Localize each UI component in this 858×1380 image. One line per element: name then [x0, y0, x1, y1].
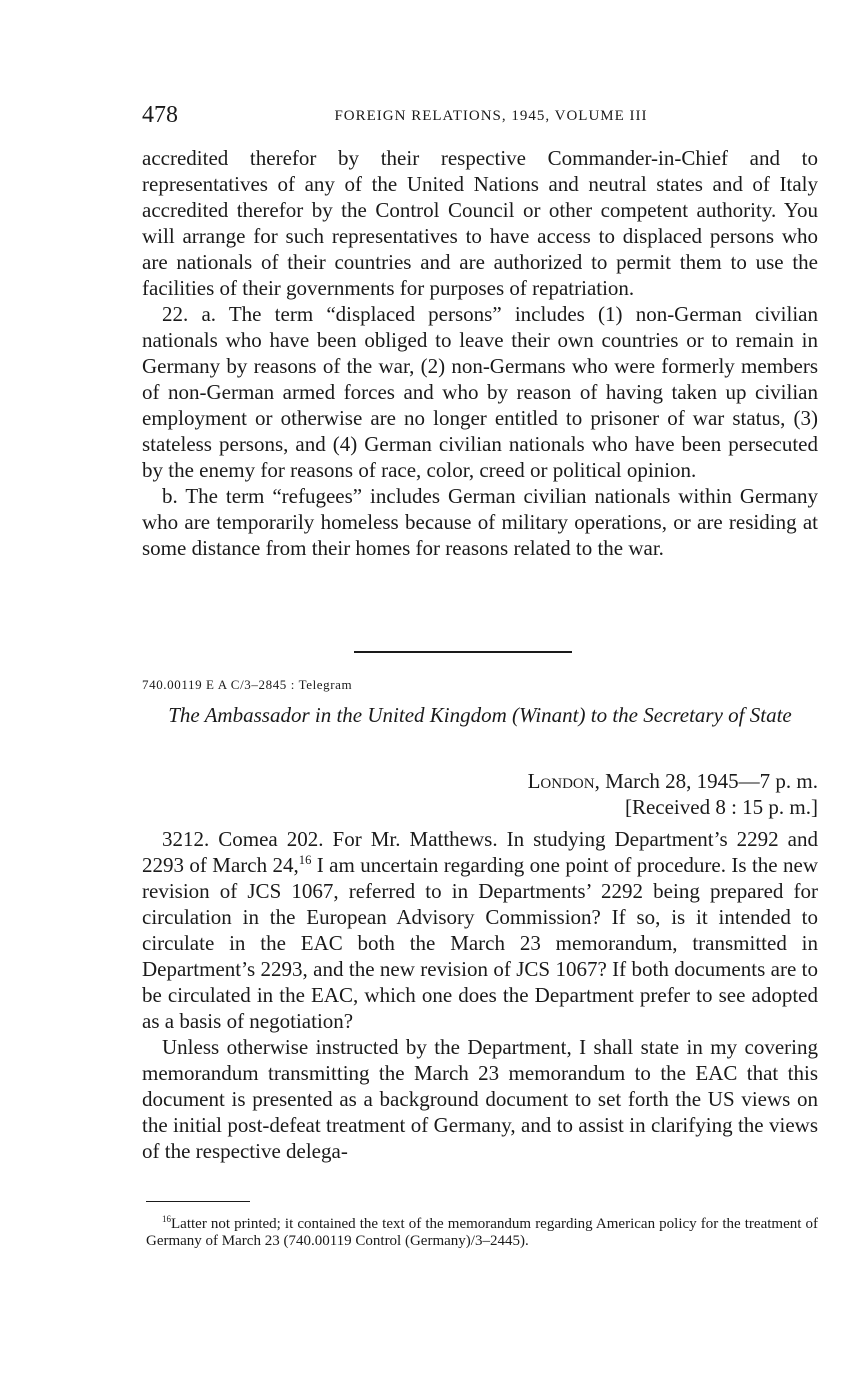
paragraph-telegram-1 — [142, 826, 818, 1034]
running-head: FOREIGN RELATIONS, 1945, VOLUME III — [334, 108, 648, 124]
paragraph-displaced-persons: 22. a. The term “displaced persons” includes (1) non-German civilian nationals who have been obliged to leave their own countries or to remain in Germany by reasons of the war, (2) non-Germans who were formerly members of non-German armed forces and who by reason of having taken up civilian employment or otherwise are no longer entitled to prisoner of war status, (3) stateless persons, and (4) German civilian nationals who have been persecuted by the enemy for reasons of race, color, creed or political opinion. — [142, 302, 818, 482]
footnote-text: Latter not printed; it contained the text of the memorandum regarding American policy for the treatment of Germany of March 23 (740.00119 Control (Germany)/3–2445). — [146, 1216, 818, 1249]
body-text-top — [142, 145, 818, 561]
paragraph-refugees: b. The term “refugees” includes German civilian nationals within Germany who are temporarily homeless because of military operations, or are residing at some distance from their homes for reasons related to the war. — [142, 484, 818, 560]
paragraph-telegram-2: Unless otherwise instructed by the Department, I shall state in my covering memorandum transmitting the March 23 memorandum to the EAC that this document is presented as a background document to set forth the US views on the initial post-defeat treatment of Germany, and to assist in clarifying the views of the respective delega- — [142, 1035, 818, 1163]
document-title: The Ambassador in the United Kingdom (Winant) to the Secretary of State — [168, 703, 792, 727]
footnote-ref[interactable]: 16 — [298, 853, 312, 867]
paragraph-continuation: accredited therefor by their respective Commander-in-Chief and to representatives of any of the United Nations and neutral states and of Italy accredited therefor by the Control Council or other competent authority. You will arrange for such representatives to have access to displaced persons who are nationals of their countries and are authorized to permit them to use the facilities of their governments for purposes of repatriation. — [142, 146, 818, 300]
dateline — [528, 768, 818, 820]
footnote-marker: 16 — [162, 1214, 171, 1224]
paragraph-text: 3212. Comea 202. For Mr. Matthews. In studying Department’s 2292 and 2293 of March 24, — [142, 827, 818, 877]
body-text-telegram — [142, 826, 818, 1164]
footnote — [146, 1216, 818, 1250]
footnote-divider — [146, 1201, 250, 1202]
place: London — [527, 769, 595, 793]
paragraph-text: I am uncertain regarding one point of procedure. Is the new revision of JCS 1067, referred to in Departments’ 2292 being prepared for circulation in the European Advisory Commission? If so, is it intended to circulate in the EAC both the March 23 memorandum, transmitted in Department’s 2293, and the new revision of JCS 1067? If both documents are to be circulated in the EAC, which one does the Department prefer to see adopted as a basis of negotiation? — [142, 853, 818, 1033]
received-time: [Received 8 : 15 p. m.] — [624, 795, 818, 819]
section-divider — [354, 651, 572, 653]
page-number: 478 — [142, 102, 178, 128]
date-sent — [528, 768, 818, 794]
page-header — [142, 102, 818, 132]
file-reference: 740.00119 E A C/3–2845 : Telegram — [142, 677, 353, 692]
date: , March 28, 1945—7 p. m. — [594, 769, 818, 793]
